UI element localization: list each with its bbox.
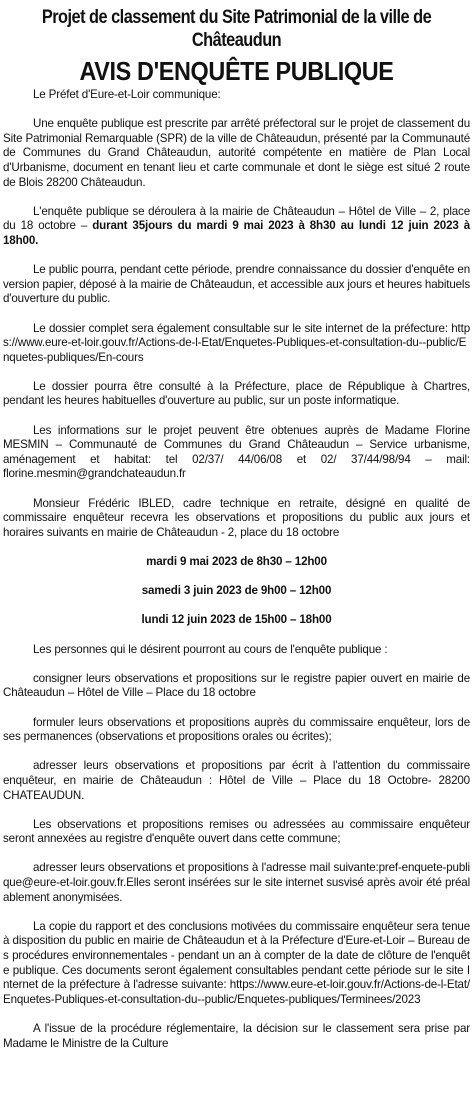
paragraph-1: Une enquête publique est prescrite par arrêté préfectoral sur le projet de classement du Site Patrimonial Remarquable (SPR) de la ville de Châteaudun, présenté par la Communauté de Communes du Grand Châteaudun, autorité compétente en matière de Plan Local d'Urbanisme, document en tenant lieu et carte communale et dont le siège est situé 2 route de Blois 28200 Châteaudun. (3, 117, 470, 189)
notice-subtitle: AVIS D'ENQUÊTE PUBLIQUE (79, 56, 394, 86)
paragraph-15: A l'issue de la procédure réglementaire, la décision sur le classement sera prise par Madame le Ministre de la Culture (3, 1022, 470, 1050)
paragraph-14: La copie du rapport et des conclusions motivées du commissaire enquêteur sera tenue à disposition du public en mairie de Châteaudun et à la Préfecture d'Eure-et-Loir – Bureau des procédures environnementales - pendant un an à compter de la date de clôture de l'enquête publique. Ces documents seront également consultables pendant cette période sur le site Internet de la préfecture à l'adresse suivante: https://www.eure-et-loir.gouv.fr/Actions-de-l-Etat/Enquetes-Publiques-et-consultation-du--public/Enquetes-publiques/Terminees/2023 (3, 919, 470, 1006)
paragraph-10: formuler leurs observations et propositions auprès du commissaire enquêteur, lors de ses permanences (observations et propositions orales ou écrites); (3, 715, 470, 744)
permanence-1: mardi 9 mai 2023 de 8h30 – 12h00 (146, 555, 327, 568)
paragraph-9: consigner leurs observations et propositions sur le registre papier ouvert en mairie de Châteaudun – Hôtel de Ville – Place du 18 octobre (3, 671, 470, 700)
notice-title: Projet de classement du Site Patrimonial de la ville de Châteaudun (41, 7, 432, 51)
intro-line: Le Préfet d'Eure-et-Loir communique: (33, 88, 221, 101)
paragraph-7: Monsieur Frédéric IBLED, cadre technique en retraite, désigné en qualité de commissaire enquêteur recevra les observations et propositions du public aux jours et horaires suivants en mairie de Châteaudun - 2, place du 18 octobre (3, 496, 470, 539)
paragraph-4: Le dossier complet sera également consultable sur le site internet de la préfecture: https://www.eure-et-loir.gouv.fr/Actions-de-l-Etat/Enquetes-Publiques-et-consultation-du--public/Enquetes-publiques/En-cours (3, 321, 470, 364)
permanence-2: samedi 3 juin 2023 de 9h00 – 12h00 (141, 584, 332, 598)
paragraph-2-text: L'enquête publique se déroulera à la mairie de Châteaudun – Hôtel de Ville – 2, place du 18 octobre – (3, 204, 470, 233)
notice-page (0, 6, 473, 1094)
paragraph-2-dates: durant 35jours du mardi 9 mai 2023 à 8h30 au lundi 12 juin 2023 à 18h00. (3, 219, 470, 247)
paragraph-3: Le public pourra, pendant cette période, prendre connaissance du dossier d'enquête en version papier, déposé à la mairie de Châteaudun, et accessible aux jours et heures habituels d'ouverture du public. (3, 263, 470, 306)
paragraph-5: Le dossier pourra être consulté à la Préfecture, place de République à Chartres, pendant les heures habituelles d'ouverture au public, sur un poste informatique. (3, 379, 470, 408)
permanence-3: lundi 12 juin 2023 de 15h00 – 18h00 (141, 613, 332, 627)
paragraph-2 (3, 205, 470, 249)
paragraph-11: adresser leurs observations et propositions par écrit à l'attention du commissaire enquêteur, en mairie de Châteaudun : Hôtel de Ville – Place du 18 Octobre- 28200 CHATEAUDUN. (3, 759, 470, 802)
paragraph-12: Les observations et propositions remises ou adressées au commissaire enquêteur seront annexées au registre d'enquête ouvert dans cette commune; (3, 817, 470, 846)
paragraph-6: Les informations sur le projet peuvent être obtenues auprès de Madame Florine MESMIN – Communauté de Communes du Grand Châteaudun – Service urbanisme, aménagement et habitat: tel 02/37/ 44/06/08 et 02/ 37/44/98/94 – mail: florine.mesmin@grandchateaudun.fr (3, 423, 470, 481)
paragraph-13: adresser leurs observations et propositions à l'adresse mail suivante:pref-enquete-publique@eure-et-loir.gouv.fr.Elles seront insérées sur le site internet susvisé après avoir été préalablement anonymisées. (3, 861, 470, 904)
paragraph-8: Les personnes qui le désirent pourront au cours de l'enquête publique : (33, 642, 388, 656)
